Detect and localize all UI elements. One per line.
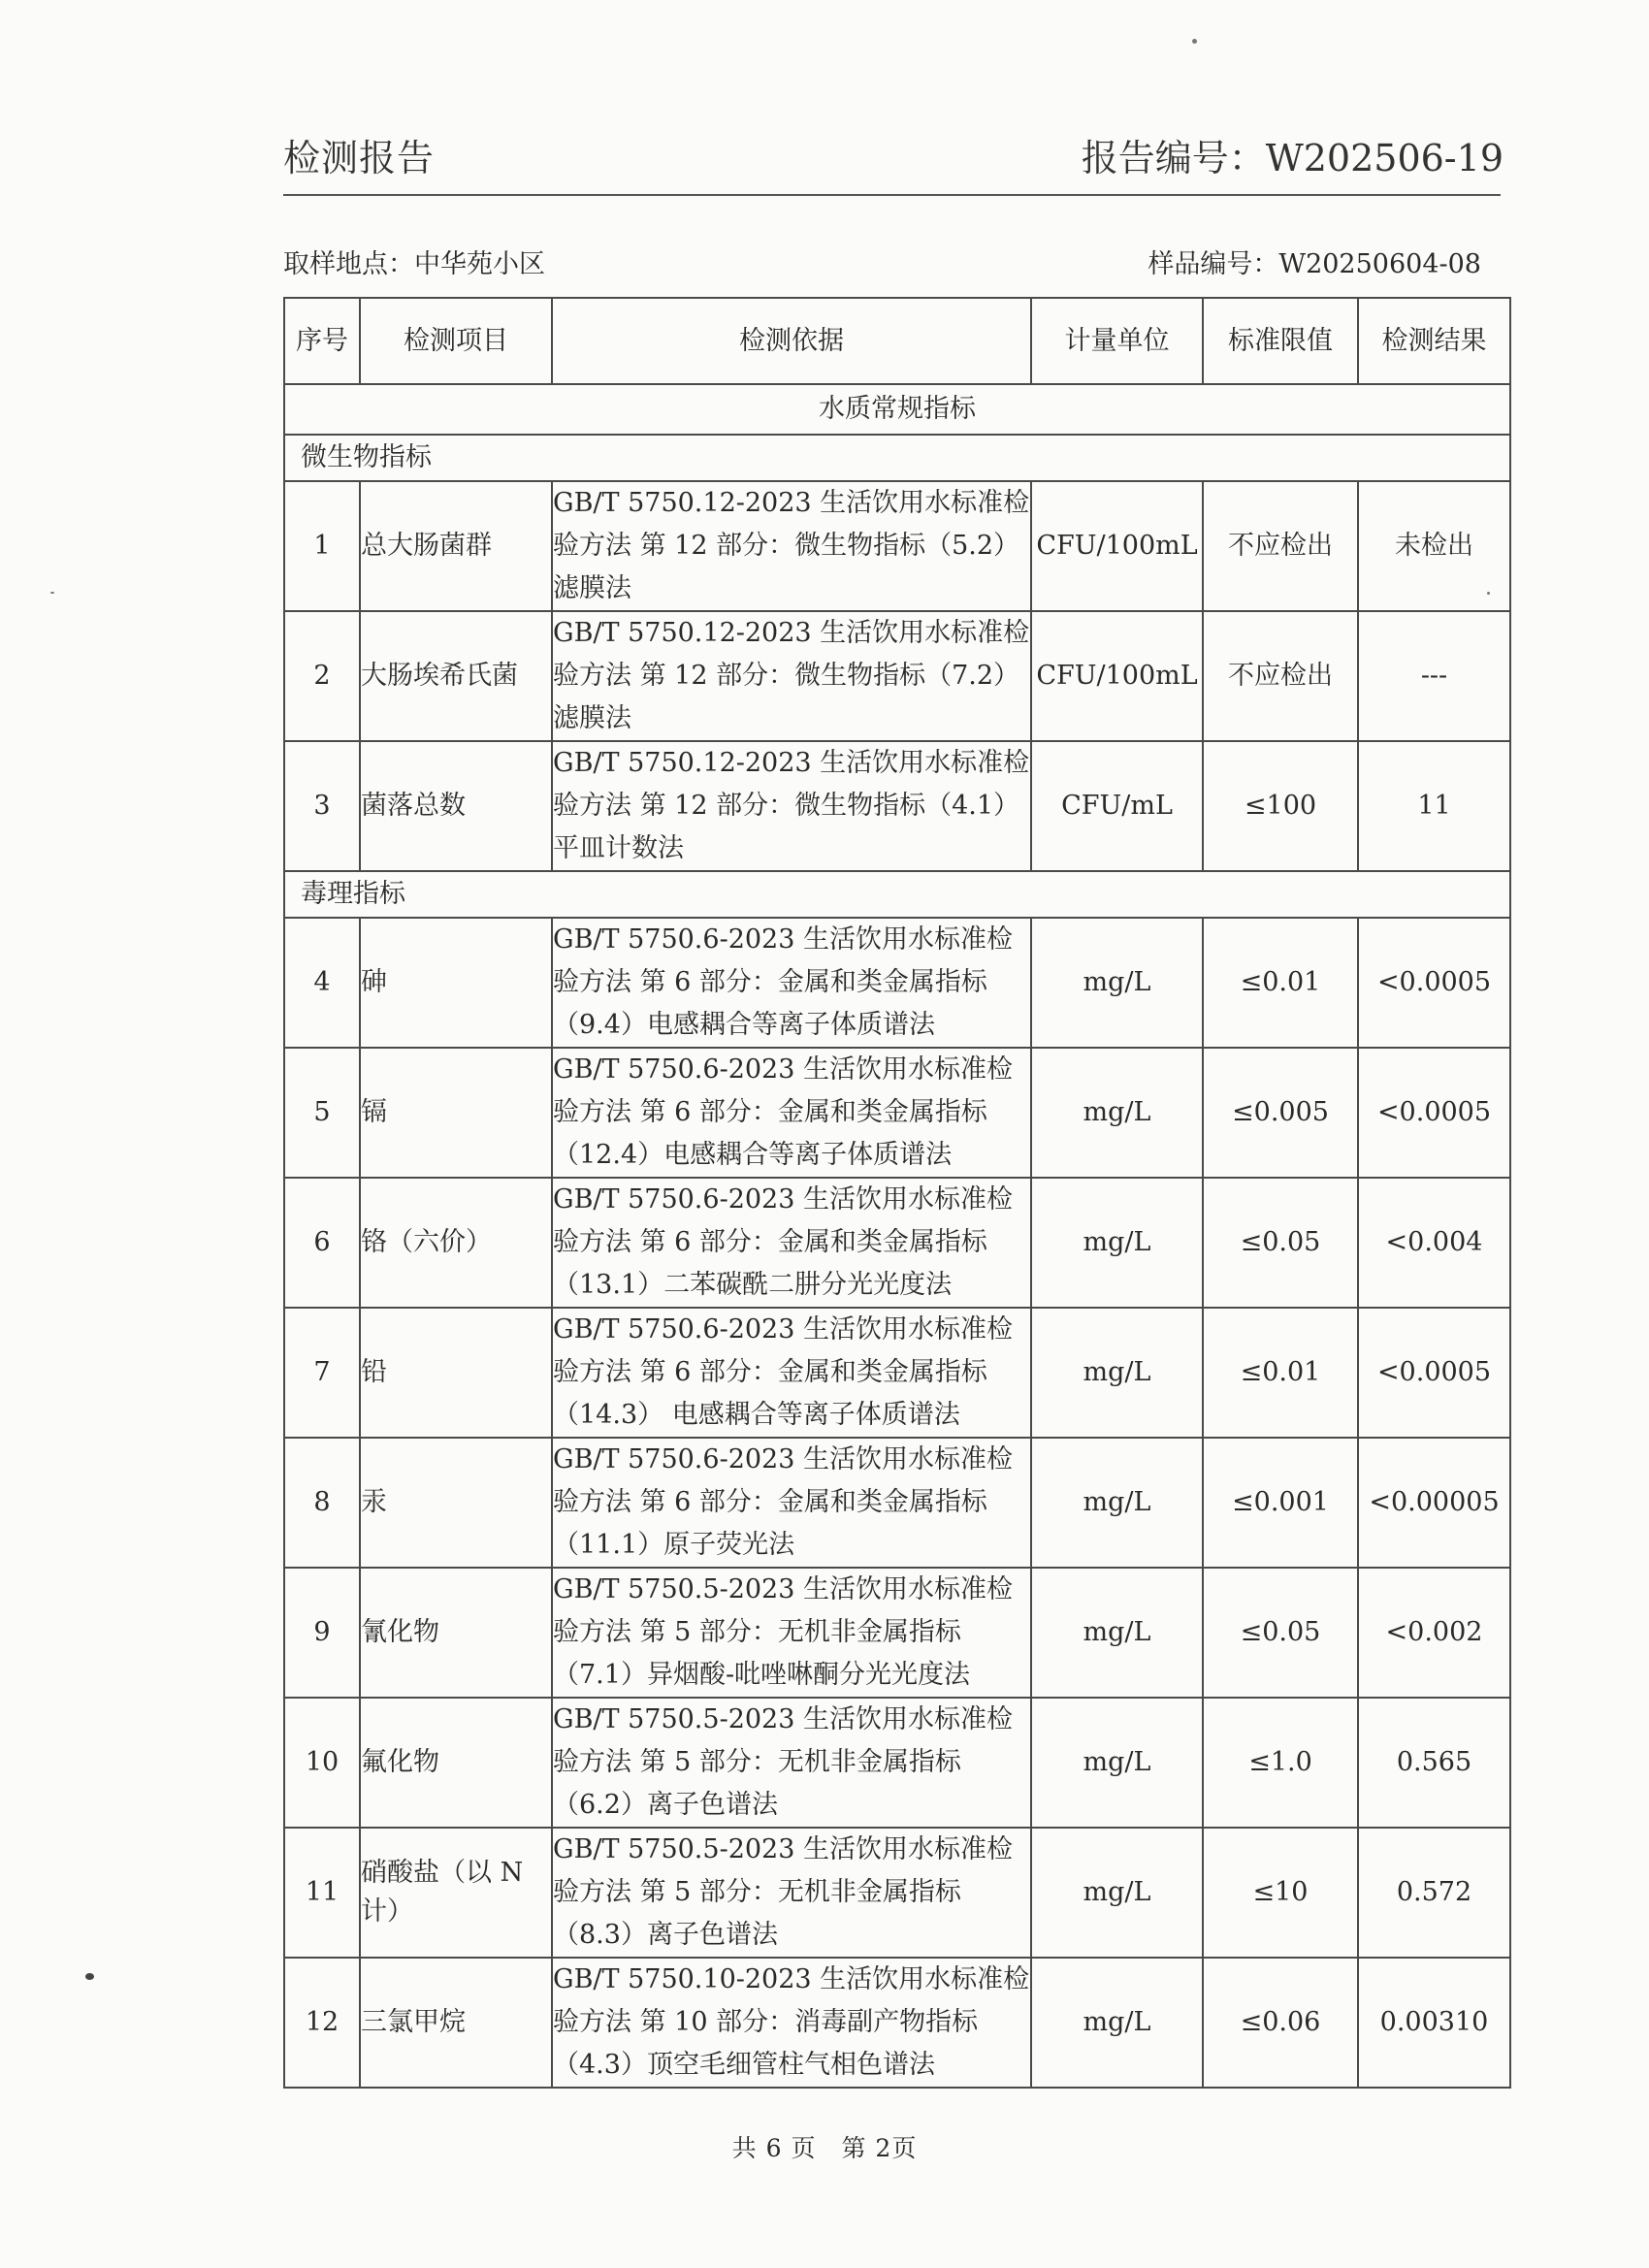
group-row xyxy=(284,871,1510,918)
cell-limit: ≤100 xyxy=(1203,741,1358,871)
cell-no: 12 xyxy=(284,1958,360,2088)
cell-item: 大肠埃希氏菌 xyxy=(360,611,552,741)
cell-no: 4 xyxy=(284,918,360,1048)
cell-no: 5 xyxy=(284,1048,360,1178)
cell-result: 未检出 xyxy=(1358,481,1510,611)
cell-basis: GB/T 5750.5-2023 生活饮用水标准检验方法 第 5 部分：无机非金属指标（8.3）离子色谱法 xyxy=(552,1828,1031,1958)
cell-basis: GB/T 5750.10-2023 生活饮用水标准检验方法 第 10 部分：消毒副产物指标（4.3）顶空毛细管柱气相色谱法 xyxy=(552,1958,1031,2088)
cell-unit: mg/L xyxy=(1031,1568,1203,1698)
scan-speck xyxy=(50,592,54,594)
scan-speck xyxy=(85,1973,94,1980)
sample-number: 样品编号：W20250604-08 xyxy=(1148,249,1481,279)
header-divider xyxy=(283,194,1501,196)
cell-unit: mg/L xyxy=(1031,1178,1203,1308)
cell-result: <0.002 xyxy=(1358,1568,1510,1698)
col-header-item: 检测项目 xyxy=(360,298,552,384)
report-number: 报告编号：W202506-19 xyxy=(1081,137,1504,179)
cell-basis: GB/T 5750.6-2023 生活饮用水标准检验方法 第 6 部分：金属和类金属指标（9.4）电感耦合等离子体质谱法 xyxy=(552,918,1031,1048)
table-row xyxy=(284,918,1510,1048)
cell-unit: mg/L xyxy=(1031,1828,1203,1958)
cell-unit: mg/L xyxy=(1031,1308,1203,1438)
cell-item: 镉 xyxy=(360,1048,552,1178)
table-row xyxy=(284,1438,1510,1568)
cell-result: <0.00005 xyxy=(1358,1438,1510,1568)
cell-no: 11 xyxy=(284,1828,360,1958)
cell-limit: ≤0.06 xyxy=(1203,1958,1358,2088)
section-title: 水质常规指标 xyxy=(284,384,1510,435)
cell-result: <0.0005 xyxy=(1358,918,1510,1048)
cell-unit: CFU/100mL xyxy=(1031,611,1203,741)
cell-limit: 不应检出 xyxy=(1203,481,1358,611)
report-title: 检测报告 xyxy=(283,137,436,179)
results-table xyxy=(283,297,1511,2089)
cell-limit: ≤1.0 xyxy=(1203,1698,1358,1828)
cell-item: 菌落总数 xyxy=(360,741,552,871)
cell-no: 1 xyxy=(284,481,360,611)
cell-item: 总大肠菌群 xyxy=(360,481,552,611)
cell-result: <0.0005 xyxy=(1358,1048,1510,1178)
group-row xyxy=(284,435,1510,481)
cell-item: 三氯甲烷 xyxy=(360,1958,552,2088)
cell-item: 砷 xyxy=(360,918,552,1048)
cell-item: 氟化物 xyxy=(360,1698,552,1828)
table-row xyxy=(284,1958,1510,2088)
cell-result: <0.004 xyxy=(1358,1178,1510,1308)
table-row xyxy=(284,1568,1510,1698)
cell-limit: ≤0.01 xyxy=(1203,1308,1358,1438)
section-row xyxy=(284,384,1510,435)
sampling-location: 取样地点：中华苑小区 xyxy=(283,249,545,279)
cell-limit: 不应检出 xyxy=(1203,611,1358,741)
cell-limit: ≤0.05 xyxy=(1203,1178,1358,1308)
table-body xyxy=(284,384,1510,2088)
page-number: 共 6 页 第 2页 xyxy=(731,2134,918,2162)
cell-basis: GB/T 5750.6-2023 生活饮用水标准检验方法 第 6 部分：金属和类金属指标（12.4）电感耦合等离子体质谱法 xyxy=(552,1048,1031,1178)
table-row xyxy=(284,1178,1510,1308)
cell-result: --- xyxy=(1358,611,1510,741)
table-row xyxy=(284,741,1510,871)
col-header-result: 检测结果 xyxy=(1358,298,1510,384)
cell-basis: GB/T 5750.12-2023 生活饮用水标准检验方法 第 12 部分：微生物指标（4.1）平皿计数法 xyxy=(552,741,1031,871)
table-header-row xyxy=(284,298,1510,384)
cell-item: 氰化物 xyxy=(360,1568,552,1698)
cell-no: 7 xyxy=(284,1308,360,1438)
cell-result: 0.00310 xyxy=(1358,1958,1510,2088)
cell-basis: GB/T 5750.5-2023 生活饮用水标准检验方法 第 5 部分：无机非金属指标（7.1）异烟酸-吡唑啉酮分光光度法 xyxy=(552,1568,1031,1698)
cell-limit: ≤10 xyxy=(1203,1828,1358,1958)
cell-no: 9 xyxy=(284,1568,360,1698)
cell-basis: GB/T 5750.12-2023 生活饮用水标准检验方法 第 12 部分：微生物指标（7.2）滤膜法 xyxy=(552,611,1031,741)
cell-limit: ≤0.005 xyxy=(1203,1048,1358,1178)
col-header-no: 序号 xyxy=(284,298,360,384)
cell-result: <0.0005 xyxy=(1358,1308,1510,1438)
col-header-basis: 检测依据 xyxy=(552,298,1031,384)
cell-no: 10 xyxy=(284,1698,360,1828)
cell-item: 铅 xyxy=(360,1308,552,1438)
cell-unit: mg/L xyxy=(1031,1048,1203,1178)
cell-unit: CFU/mL xyxy=(1031,741,1203,871)
table-row xyxy=(284,1308,1510,1438)
cell-item: 汞 xyxy=(360,1438,552,1568)
cell-basis: GB/T 5750.6-2023 生活饮用水标准检验方法 第 6 部分：金属和类金属指标（13.1）二苯碳酰二肼分光光度法 xyxy=(552,1178,1031,1308)
cell-basis: GB/T 5750.6-2023 生活饮用水标准检验方法 第 6 部分：金属和类金属指标（14.3） 电感耦合等离子体质谱法 xyxy=(552,1308,1031,1438)
table-row xyxy=(284,611,1510,741)
cell-unit: mg/L xyxy=(1031,918,1203,1048)
scan-speck xyxy=(1487,592,1490,595)
cell-basis: GB/T 5750.12-2023 生活饮用水标准检验方法 第 12 部分：微生物指标（5.2）滤膜法 xyxy=(552,481,1031,611)
group-title: 微生物指标 xyxy=(284,435,1510,481)
cell-limit: ≤0.001 xyxy=(1203,1438,1358,1568)
col-header-unit: 计量单位 xyxy=(1031,298,1203,384)
cell-basis: GB/T 5750.5-2023 生活饮用水标准检验方法 第 5 部分：无机非金属指标（6.2）离子色谱法 xyxy=(552,1698,1031,1828)
cell-item: 硝酸盐（以 N 计） xyxy=(360,1828,552,1958)
cell-no: 6 xyxy=(284,1178,360,1308)
cell-limit: ≤0.01 xyxy=(1203,918,1358,1048)
cell-basis: GB/T 5750.6-2023 生活饮用水标准检验方法 第 6 部分：金属和类金属指标（11.1）原子荧光法 xyxy=(552,1438,1031,1568)
group-title: 毒理指标 xyxy=(284,871,1510,918)
cell-unit: mg/L xyxy=(1031,1438,1203,1568)
table-row xyxy=(284,1828,1510,1958)
cell-item: 铬（六价） xyxy=(360,1178,552,1308)
cell-no: 8 xyxy=(284,1438,360,1568)
cell-no: 3 xyxy=(284,741,360,871)
cell-unit: mg/L xyxy=(1031,1958,1203,2088)
col-header-limit: 标准限值 xyxy=(1203,298,1358,384)
table-row xyxy=(284,481,1510,611)
cell-result: 0.565 xyxy=(1358,1698,1510,1828)
cell-unit: mg/L xyxy=(1031,1698,1203,1828)
cell-result: 0.572 xyxy=(1358,1828,1510,1958)
cell-no: 2 xyxy=(284,611,360,741)
table-row xyxy=(284,1698,1510,1828)
cell-result: 11 xyxy=(1358,741,1510,871)
scan-speck xyxy=(1192,39,1197,44)
cell-limit: ≤0.05 xyxy=(1203,1568,1358,1698)
cell-unit: CFU/100mL xyxy=(1031,481,1203,611)
table-row xyxy=(284,1048,1510,1178)
